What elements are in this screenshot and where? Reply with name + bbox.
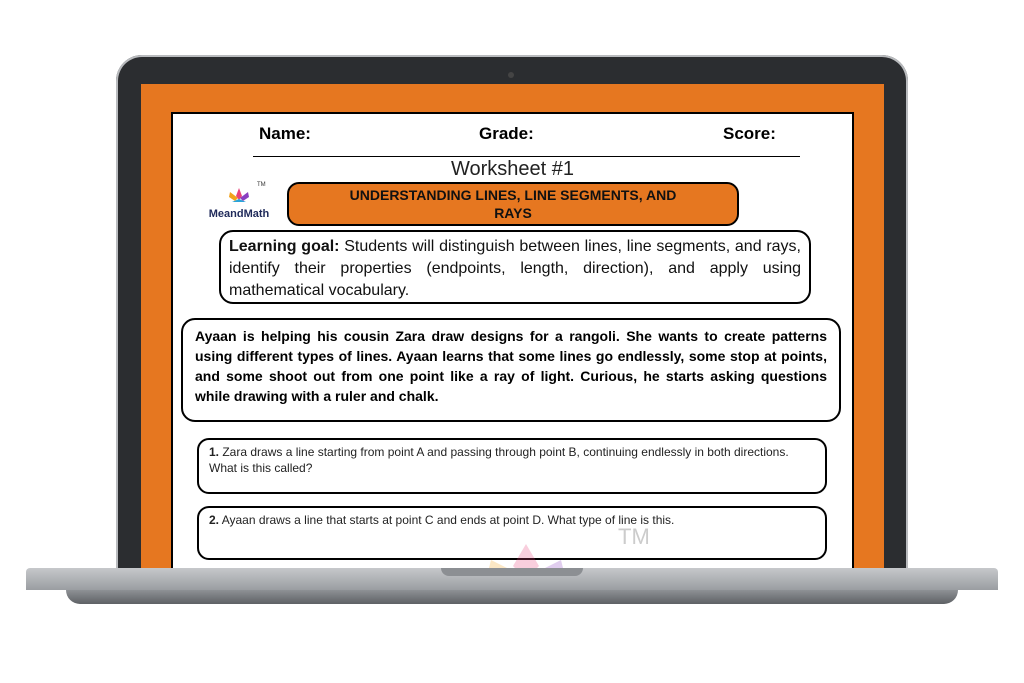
watermark-logo-icon (461, 536, 591, 572)
learning-goal-box (219, 230, 811, 304)
watermark-tm: TM (618, 524, 650, 549)
lotus-icon (203, 186, 275, 208)
header-divider (253, 156, 800, 157)
question-2-text: Ayaan draws a line that starts at point C and ends at point D. What type of line is this. (219, 513, 675, 527)
camera-icon (508, 72, 514, 78)
worksheet-title: Worksheet #1 (450, 158, 575, 180)
worksheet-heading: UNDERSTANDING LINES, LINE SEGMENTS, AND RAYS (287, 182, 739, 226)
logo-tm: TM (257, 182, 266, 188)
name-label: Name: (259, 124, 311, 143)
question-2-number: 2. (209, 513, 220, 527)
logo-text: MeandMath (208, 208, 270, 220)
story-box: Ayaan is helping his cousin Zara draw designs for a rangoli. She wants to create patterns using different types of lines. Ayaan learns that some lines go endlessly, some stop at points, and some shoot out from one point like a ray of light. Curious, he starts asking questions while drawing with a ruler and chalk. (181, 318, 841, 422)
worksheet-page (171, 112, 854, 572)
meandmath-logo (203, 182, 275, 220)
question-1-number: 1. (209, 445, 220, 459)
grade-label: Grade: (479, 124, 534, 143)
score-label: Score: (723, 124, 776, 143)
question-1-text: Zara draws a line starting from point A and passing through point B, continuing endlessly in both directions. What is this called? (209, 445, 789, 475)
goal-text: Students will distinguish between lines, line segments, and rays, identify their properties (endpoints, length, direction), and apply using mathematical vocabulary. (229, 238, 801, 299)
base-bottom (66, 590, 958, 604)
question-1-box[interactable] (197, 438, 827, 494)
laptop-screen (141, 84, 884, 572)
laptop-base (26, 568, 998, 606)
goal-label: Learning goal: (229, 238, 340, 255)
base-notch (441, 568, 583, 576)
